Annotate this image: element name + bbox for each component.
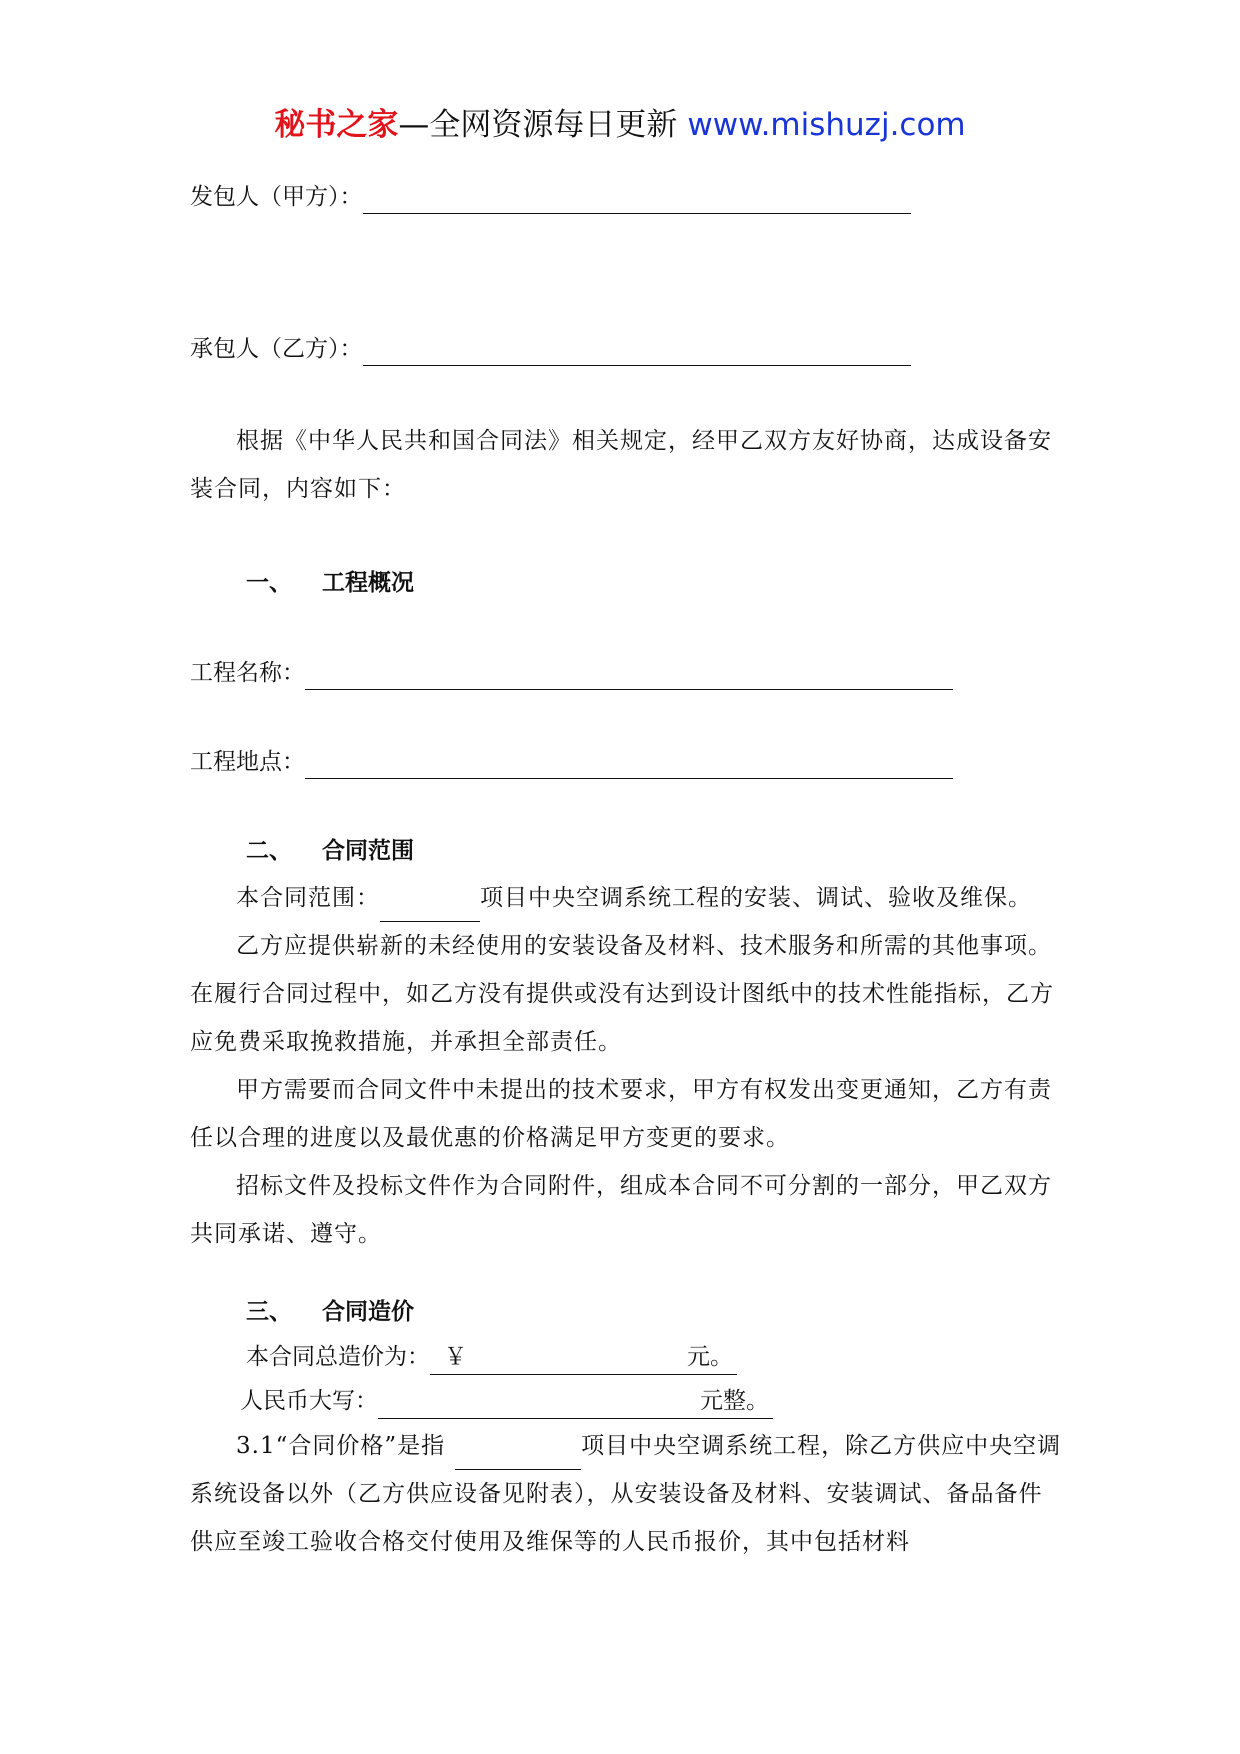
party-b-label: 承包人（乙方）： <box>190 336 363 362</box>
clause-3-1-paragraph <box>190 1422 1066 1566</box>
clause-3-1 <box>190 1422 1066 1566</box>
section-2-para-1: 乙方应提供崭新的未经使用的安装设备及材料、技术服务和所需的其他事项。在履行合同过程中，如乙方没有提供或没有达到设计图纸中的技术性能指标，乙方应免费采取挽救措施，并承担全部责任。 <box>190 933 1054 1055</box>
brand-name: 秘书之家 <box>274 107 399 143</box>
party-a-line <box>190 180 911 214</box>
section-1-title: 工程概况 <box>322 570 414 596</box>
section-1-number: 一、 <box>246 570 292 596</box>
page-header <box>0 100 1240 150</box>
clause-3-1-prefix: 3.1“合同价格”是指 <box>236 1433 446 1459</box>
clause-3-1-blank[interactable] <box>455 1443 581 1470</box>
project-name-blank[interactable] <box>305 663 953 690</box>
currency-symbol: ￥ <box>444 1344 467 1370</box>
rmb-label: 人民币大写： <box>240 1388 378 1414</box>
party-b-line <box>190 332 911 366</box>
scope-line <box>190 874 1060 922</box>
section-3-number: 三、 <box>246 1299 292 1325</box>
section-2-heading <box>246 834 414 868</box>
party-a-blank[interactable] <box>363 187 911 214</box>
total-price-label: 本合同总造价为： <box>246 1344 430 1370</box>
header-url[interactable]: www.mishuzj.com <box>687 107 966 143</box>
project-location-line <box>190 745 953 779</box>
party-a-label: 发包人（甲方）： <box>190 184 363 210</box>
section-2-para-3: 招标文件及投标文件作为合同附件，组成本合同不可分割的一部分，甲乙双方共同承诺、遵守。 <box>190 1173 1052 1247</box>
rmb-uppercase-line <box>240 1384 773 1419</box>
section-3-title: 合同造价 <box>322 1299 414 1325</box>
section-2-title: 合同范围 <box>322 838 414 864</box>
section-2-number: 二、 <box>246 838 292 864</box>
yuan-suffix: 元。 <box>687 1344 733 1370</box>
scope-blank[interactable] <box>380 895 480 922</box>
total-price-line <box>246 1340 737 1375</box>
party-b-blank[interactable] <box>363 339 911 366</box>
section-2-body <box>190 874 1060 1258</box>
section-1-heading <box>246 566 414 600</box>
project-name-label: 工程名称： <box>190 660 305 686</box>
header-slogan: —全网资源每日更新 <box>398 107 678 143</box>
section-3-heading <box>246 1295 414 1329</box>
intro-paragraph <box>190 417 1060 513</box>
project-name-line <box>190 656 953 690</box>
yuan-zheng-suffix: 元整。 <box>700 1388 769 1414</box>
project-location-label: 工程地点： <box>190 749 305 775</box>
clause-3-1-text: 项目中央空调系统工程，除乙方供应中央空调系统设备以外（乙方供应设备见附表），从安装设备及材料、安装调试、备品备件供应至竣工验收合格交付使用及维保等的人民币报价，其中包括材料 <box>190 1433 1062 1555</box>
intro-text: 根据《中华人民共和国合同法》相关规定，经甲乙双方友好协商，达成设备安装合同，内容如下： <box>190 428 1052 502</box>
rmb-field[interactable] <box>378 1384 773 1419</box>
total-price-field[interactable] <box>430 1340 737 1375</box>
scope-text: 项目中央空调系统工程的安装、调试、验收及维保。 <box>480 885 1032 911</box>
scope-label: 本合同范围： <box>236 885 380 911</box>
section-2-para-2: 甲方需要而合同文件中未提出的技术要求，甲方有权发出变更通知，乙方有责任以合理的进度以及最优惠的价格满足甲方变更的要求。 <box>190 1077 1052 1151</box>
project-location-blank[interactable] <box>305 752 953 779</box>
